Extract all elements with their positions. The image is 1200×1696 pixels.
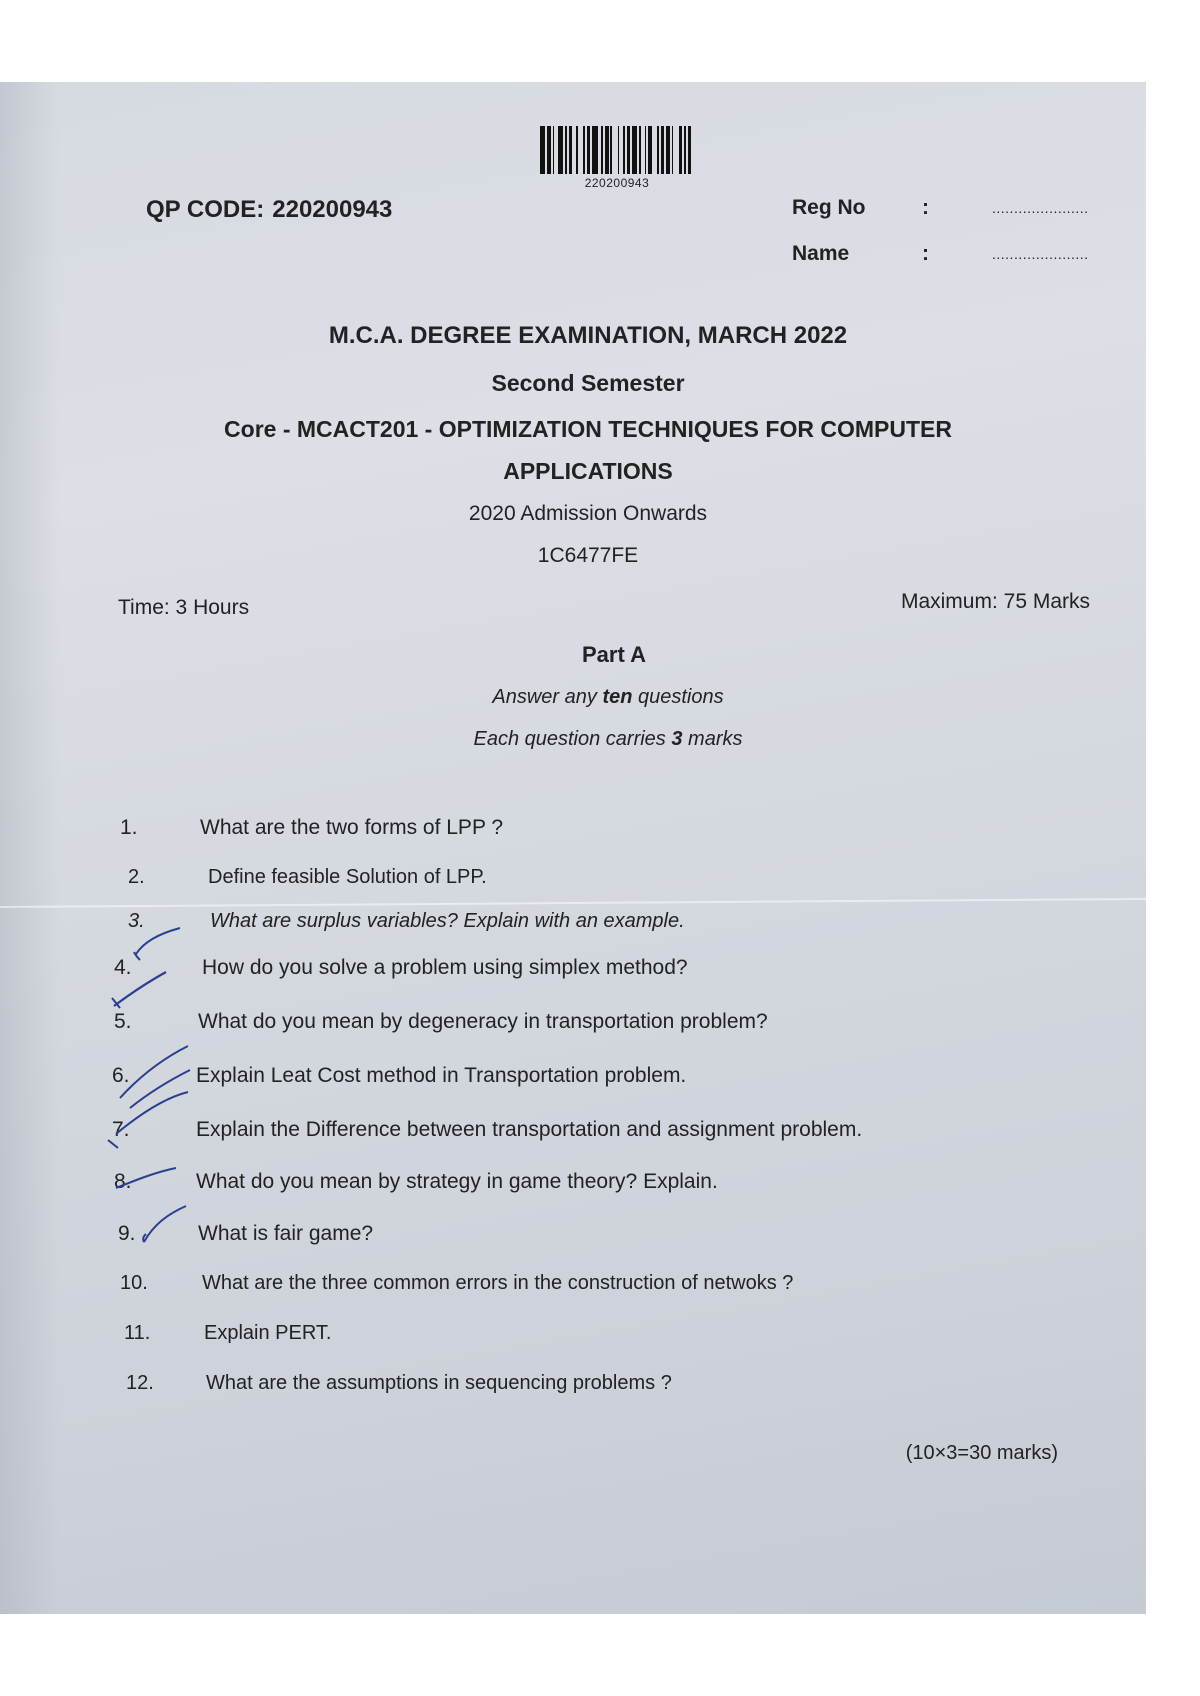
marks-pre: Each question carries: [473, 728, 672, 750]
question-number: 5.: [114, 1010, 132, 1033]
tick-mark-icon: [112, 998, 120, 1008]
exam-paper: [0, 82, 1146, 1614]
question-number: 12.: [126, 1372, 154, 1394]
question-text: What do you mean by strategy in game theory? Explain.: [196, 1170, 718, 1193]
question-text: What are surplus variables? Explain with an example.: [210, 910, 685, 932]
question-item: [124, 1322, 1024, 1350]
question-text: Explain PERT.: [204, 1322, 332, 1344]
question-item: [118, 1222, 1018, 1250]
paper-code: 1C6477FE: [537, 544, 639, 567]
part-a-instruction: [20, 686, 1146, 709]
question-text: Explain the Difference between transportation and assignment problem.: [196, 1118, 863, 1141]
maximum-marks: Maximum: 75 Marks: [900, 590, 1090, 613]
instruction-pre: Answer any: [492, 686, 603, 708]
question-number: 8.: [114, 1170, 132, 1193]
question-text: What is fair game?: [198, 1222, 374, 1245]
question-number: 4.: [114, 956, 132, 979]
question-text: What are the assumptions in sequencing problems ?: [206, 1372, 672, 1394]
question-number: 9.: [118, 1222, 136, 1245]
course-title-line1: Core - MCACT201 - OPTIMIZATION TECHNIQUES FOR COMPUTER: [224, 416, 952, 442]
paper-shadow: [0, 82, 60, 1614]
question-item: [128, 866, 1028, 894]
name-label: Name: [792, 242, 850, 265]
question-text: What are the three common errors in the construction of netwoks ?: [202, 1272, 794, 1294]
name-colon: :: [922, 242, 929, 265]
question-item: [114, 1010, 1014, 1038]
course-title-line2: APPLICATIONS: [503, 458, 673, 484]
paper-fold: [0, 898, 1146, 908]
barcode-number: 220200943: [584, 176, 650, 190]
question-number: 1.: [120, 816, 138, 839]
question-item: [112, 1118, 1012, 1146]
time-allowed: Time: 3 Hours: [118, 596, 250, 619]
question-text: What do you mean by degeneracy in transportation problem?: [198, 1010, 768, 1033]
question-number: 6.: [112, 1064, 130, 1087]
question-item: [112, 1064, 1012, 1092]
reg-no-label: Reg No: [792, 196, 866, 219]
name-row: [792, 242, 1092, 272]
question-text: Explain Leat Cost method in Transportation problem.: [196, 1064, 687, 1087]
qp-code-label: QP CODE:: [146, 196, 265, 223]
part-a-marks-note: [20, 728, 1146, 751]
question-item: [126, 1372, 1026, 1400]
part-a-total-marks: (10×3=30 marks): [905, 1442, 1058, 1464]
barcode-image: [540, 126, 694, 174]
name-blank: ......................: [992, 246, 1089, 262]
reg-no-row: [792, 196, 1092, 226]
semester-title: Second Semester: [491, 370, 685, 396]
question-item: [120, 816, 1020, 844]
part-a-heading: Part A: [582, 642, 646, 667]
reg-no-colon: :: [922, 196, 929, 219]
instruction-bold: ten: [602, 686, 633, 708]
admission-text: 2020 Admission Onwards: [468, 502, 708, 525]
qp-code-value: 220200943: [272, 196, 393, 223]
question-number: 10.: [120, 1272, 148, 1294]
marks-post: marks: [682, 728, 743, 750]
exam-title: M.C.A. DEGREE EXAMINATION, MARCH 2022: [328, 322, 848, 349]
question-item: [120, 1272, 1020, 1300]
qp-code: [146, 196, 392, 224]
question-text: Define feasible Solution of LPP.: [208, 866, 487, 888]
marks-bold: 3: [671, 728, 683, 750]
question-item: [114, 1170, 1014, 1198]
question-item: [114, 956, 1014, 984]
reg-no-blank: ......................: [992, 200, 1089, 216]
question-number: 3.: [128, 910, 145, 932]
question-number: 11.: [124, 1322, 151, 1344]
question-item: [128, 910, 1028, 938]
question-text: What are the two forms of LPP ?: [200, 816, 504, 839]
instruction-post: questions: [632, 686, 724, 708]
question-text: How do you solve a problem using simplex method?: [202, 956, 688, 979]
question-number: 2.: [128, 866, 145, 888]
question-number: 7.: [112, 1118, 130, 1141]
